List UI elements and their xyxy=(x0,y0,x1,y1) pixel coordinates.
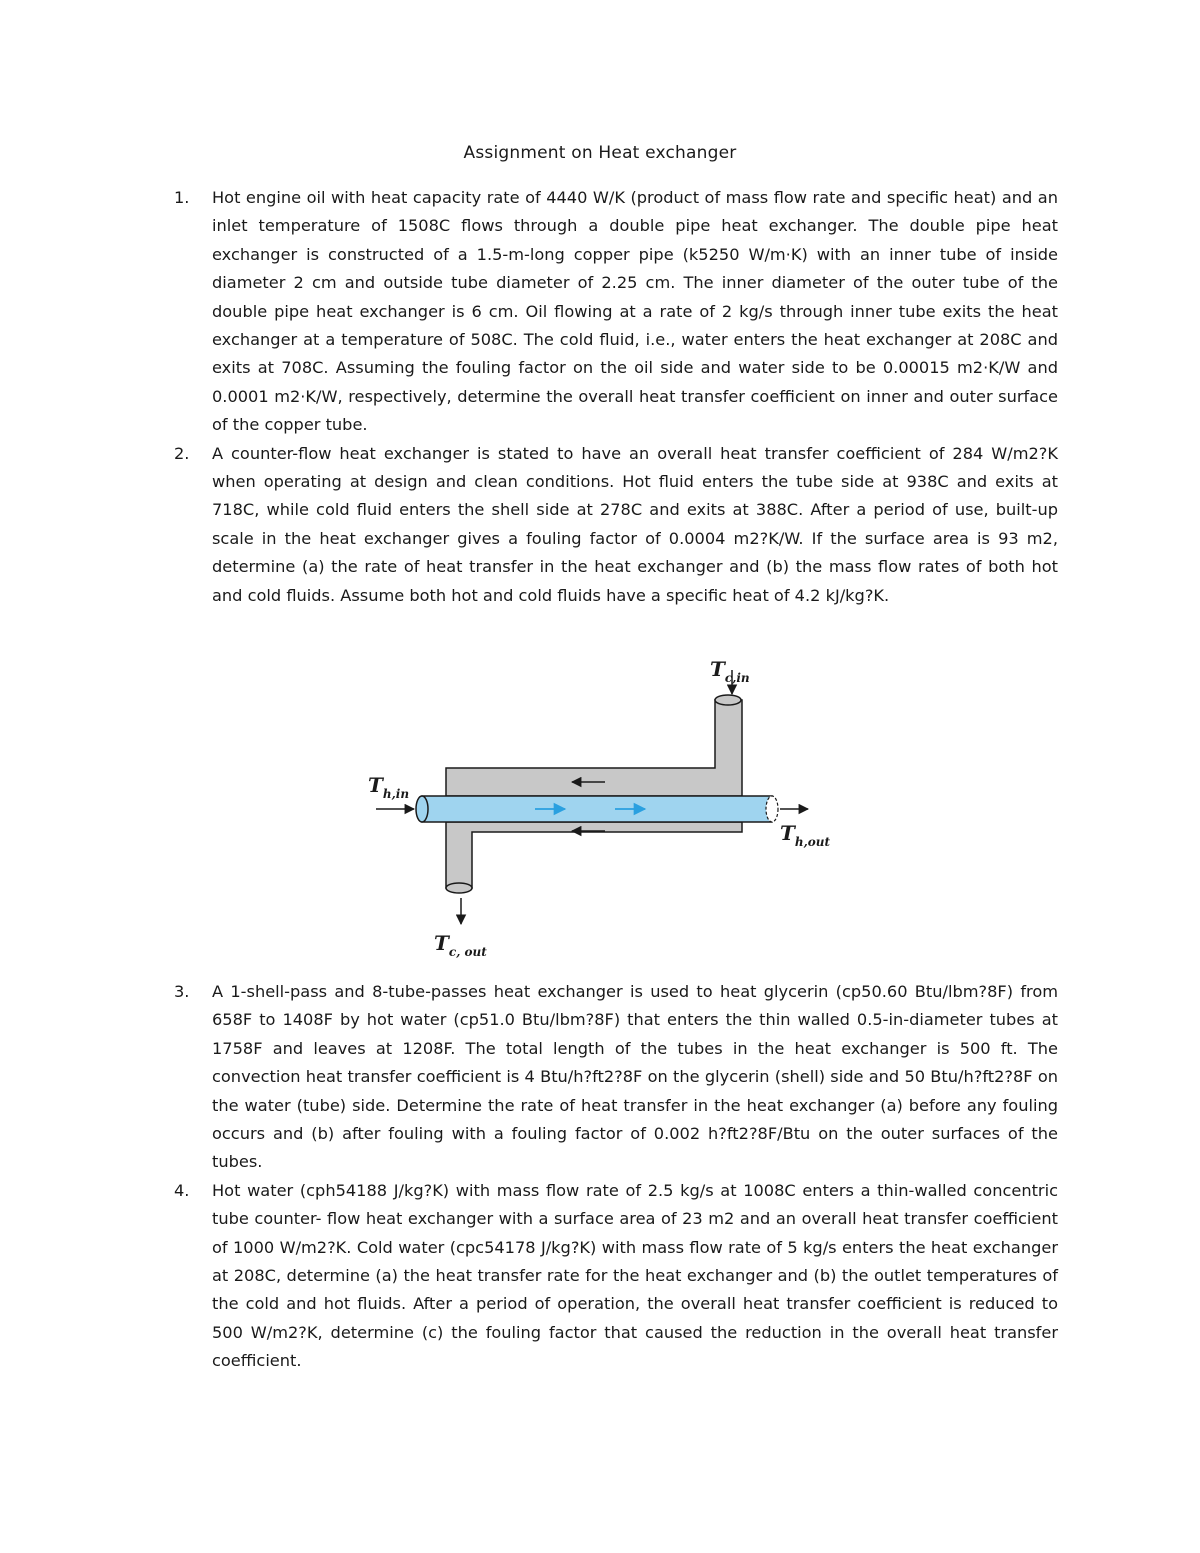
question-text: A counter-flow heat exchanger is stated to have an overall heat transfer coefficient of 284 W/m2?K when operating at design and clean conditions. Hot fluid enters the tube side at 938C and exits at 718C, while cold fluid enters the shell side at 278C and exits at 388C. After a period of use, built-up scale in the heat exchanger gives a fouling factor of 0.0004 m2?K/W. If the surface area is 93 m2, determine (a) the rate of heat transfer in the heat exchanger and (b) the mass flow rates of both hot and cold fluids. Assume both hot and cold fluids have a specific heat of 4.2 kJ/kg?K. xyxy=(212,443,1058,605)
question-number: 3. xyxy=(174,982,190,1001)
label-t-cold-out: $T_{c, out}$ xyxy=(434,931,487,959)
question-list-top xyxy=(174,184,1058,610)
question-text: A 1-shell-pass and 8-tube-passes heat exchanger is used to heat glycerin (cp50.60 Btu/lbm?8F) from 658F to 1408F by hot water (cp51.0 Btu/lbm?8F) that enters the thin walled 0.5-in-diameter tubes at 1758F and leaves at 1208F. The total length of the tubes in the heat exchanger is 500 ft. The convection heat transfer coefficient is 4 Btu/h?ft2?8F on the glycerin (shell) side and 50 Btu/h?ft2?8F on the water (tube) side. Determine the rate of heat transfer in the heat exchanger (a) before any fouling occurs and (b) after fouling with a fouling factor of 0.002 h?ft2?8F/Btu on the outer surfaces of the tubes. xyxy=(212,982,1058,1172)
question-text: Hot water (cph54188 J/kg?K) with mass flow rate of 2.5 kg/s at 1008C enters a thin-walled concentric tube counter- flow heat exchanger with a surface area of 23 m2 and an overall heat transfer coefficient of 1000 W/m2?K. Cold water (cpc54178 J/kg?K) with mass flow rate of 5 kg/s enters the heat exchanger at 208C, determine (a) the heat transfer rate for the heat exchanger and (b) the outlet temperatures of the cold and hot fluids. After a period of operation, the overall heat transfer coefficient is reduced to 500 W/m2?K, determine (c) the fouling factor that caused the reduction in the overall heat transfer coefficient. xyxy=(212,1180,1058,1371)
question-list-bottom xyxy=(174,978,1058,1376)
label-t-hot-in: $T_{h,in}$ xyxy=(368,773,410,801)
page-title: Assignment on Heat exchanger xyxy=(463,143,737,163)
question-1 xyxy=(174,184,1058,440)
question-2 xyxy=(174,440,1058,610)
question-number: 1. xyxy=(174,188,190,207)
shell-lower xyxy=(446,822,742,888)
question-3 xyxy=(174,978,1058,1177)
question-text: Hot engine oil with heat capacity rate of 4440 W/K (product of mass flow rate and specific heat) and an inlet temperature of 1508C flows through a double pipe heat exchanger. The double pipe heat exchanger is constructed of a 1.5-m-long copper pipe (k5250 W/m·K) with an inner tube of inside diameter 2 cm and outside tube diameter of 2.25 cm. The inner diameter of the outer tube of the double pipe heat exchanger is 6 cm. Oil flowing at a rate of 2 kg/s through inner tube exits the heat exchanger at a temperature of 508C. The cold fluid, i.e., water enters the heat exchanger at 208C and exits at 708C. Assuming the fouling factor on the oil side and water side to be 0.00015 m2·K/W and 0.0001 m2·K/W, respectively, determine the overall heat transfer coefficient on inner and outer surface of the copper tube. xyxy=(212,188,1058,435)
question-number: 2. xyxy=(174,443,190,463)
heat-exchanger-diagram xyxy=(360,660,840,960)
question-4 xyxy=(174,1177,1058,1376)
label-t-hot-out: $T_{h,out}$ xyxy=(780,821,831,849)
question-number: 4. xyxy=(174,1180,190,1200)
label-t-cold-in: $T_{c,in}$ xyxy=(710,660,750,685)
inner-tube xyxy=(422,796,772,822)
